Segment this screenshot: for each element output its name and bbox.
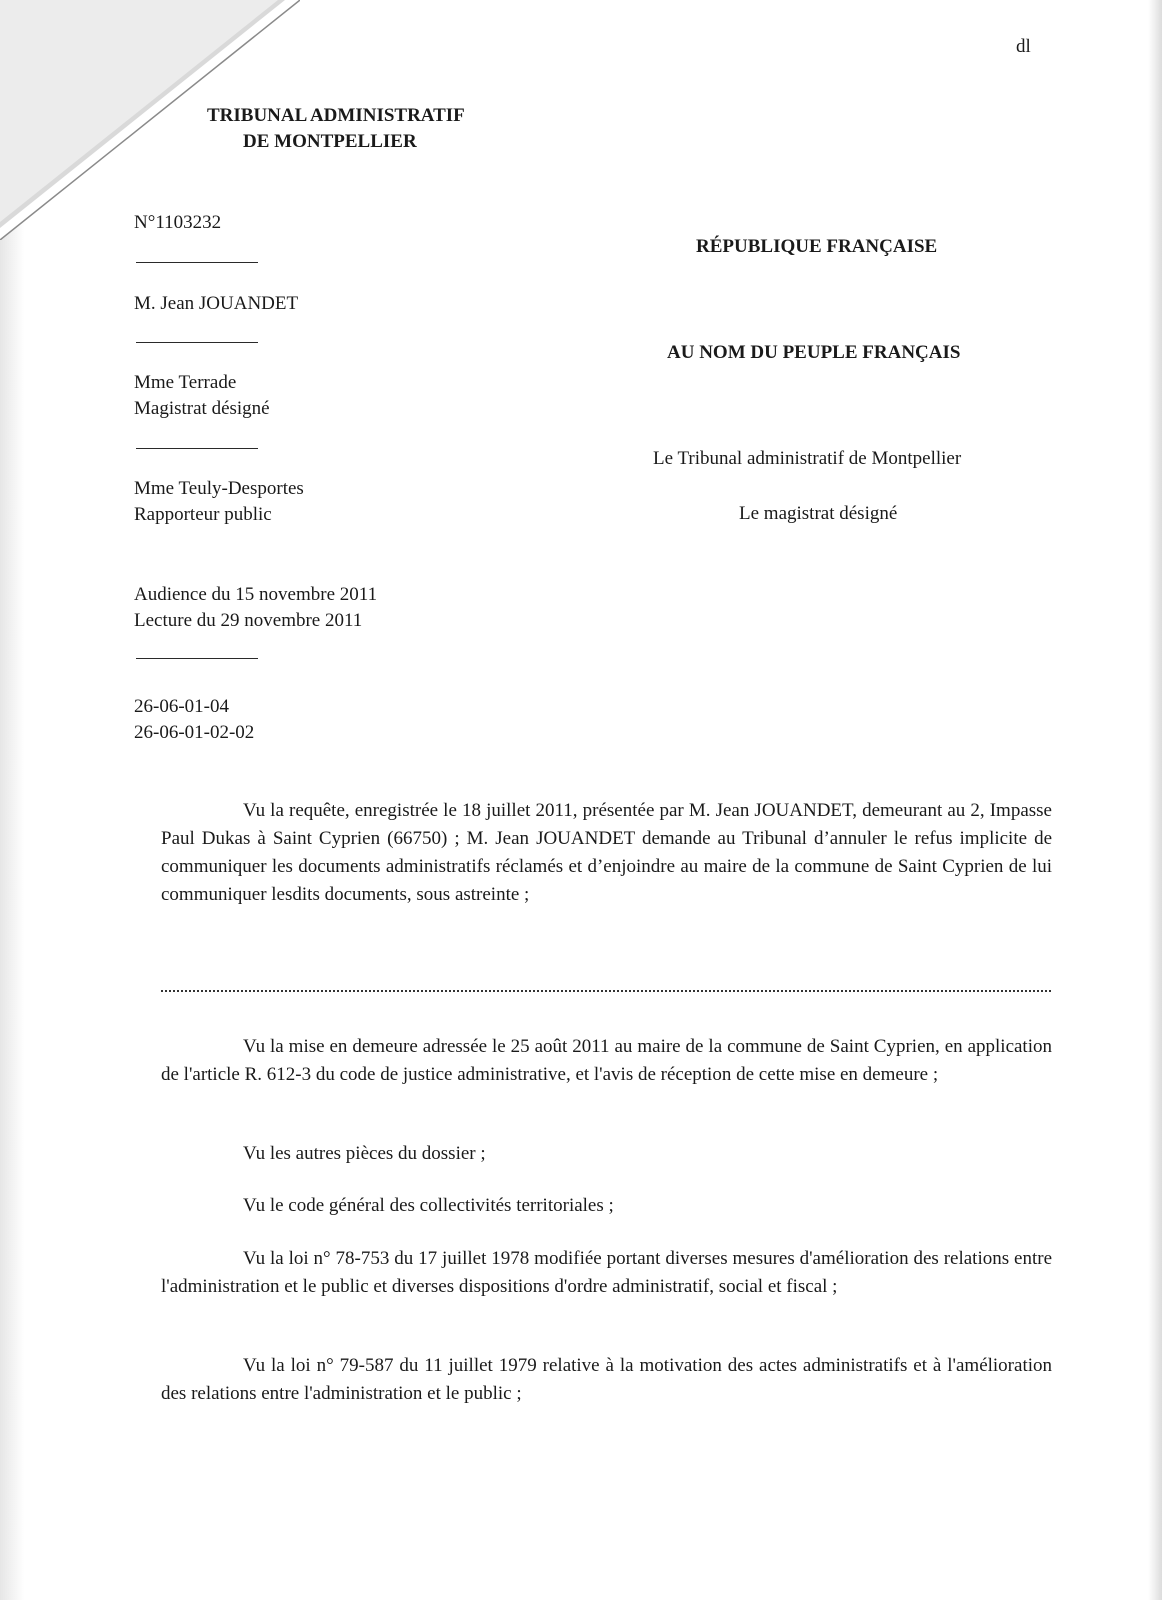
tribunal-heading: Le Tribunal administratif de Montpellier <box>653 448 962 469</box>
divider <box>136 342 258 343</box>
divider <box>136 262 258 263</box>
scan-right-shadow <box>1148 0 1162 1600</box>
divider <box>136 658 258 659</box>
visa-cgct: Vu le code général des collectivités territoriales ; <box>243 1195 614 1216</box>
scan-left-shadow <box>0 0 24 1600</box>
dotted-separator <box>161 990 1051 992</box>
page-mark: dl <box>1016 36 1031 57</box>
party-name: M. Jean JOUANDET <box>134 293 299 314</box>
judge-name: Mme Terrade <box>134 372 237 393</box>
peuple-heading: AU NOM DU PEUPLE FRANÇAIS <box>667 342 961 363</box>
visa-loi-1979: Vu la loi n° 79-587 du 11 juillet 1979 relative à la motivation des actes administratifs et à l'amélioration des relations entre l'administration et le public ; <box>161 1355 1052 1404</box>
classification-code-2: 26-06-01-02-02 <box>134 722 255 743</box>
lecture-date: Lecture du 29 novembre 2011 <box>134 610 363 631</box>
visa-pieces: Vu les autres pièces du dossier ; <box>243 1143 486 1164</box>
republic-heading: RÉPUBLIQUE FRANÇAISE <box>696 236 938 257</box>
rapporteur-role: Rapporteur public <box>134 504 272 525</box>
visa-loi-1978: Vu la loi n° 78-753 du 17 juillet 1978 modifiée portant diverses mesures d'amélioration des relations entre l'administration et le public et diverses dispositions d'ordre administratif, social et fiscal ; <box>161 1248 1052 1297</box>
visa-mise-en-demeure: Vu la mise en demeure adressée le 25 août 2011 au maire de la commune de Saint Cyprien, en application de l'article R. 612-3 du code de justice administrative, et l'avis de réception de cette mise en demeure ; <box>161 1036 1052 1085</box>
classification-code-1: 26-06-01-04 <box>134 696 229 717</box>
divider <box>136 448 258 449</box>
judge-role: Magistrat désigné <box>134 398 270 419</box>
audience-date: Audience du 15 novembre 2011 <box>134 584 378 605</box>
visa-requete: Vu la requête, enregistrée le 18 juillet 2011, présentée par M. Jean JOUANDET, demeurant au 2, Impasse Paul Dukas à Saint Cyprien (66750) ; M. Jean JOUANDET demande au Tribunal d’annuler le refus implicite de communiquer les documents administratifs réclamés et d’enjoindre au maire de la commune de Saint Cyprien de lui communiquer lesdits documents, sous astreinte ; <box>161 800 1052 905</box>
rapporteur-name: Mme Teuly-Desportes <box>134 478 304 499</box>
court-name-line2: DE MONTPELLIER <box>243 131 417 152</box>
magistrat-heading: Le magistrat désigné <box>739 503 898 524</box>
court-name-line1: TRIBUNAL ADMINISTRATIF <box>207 105 465 126</box>
case-number: N°1103232 <box>134 212 222 233</box>
